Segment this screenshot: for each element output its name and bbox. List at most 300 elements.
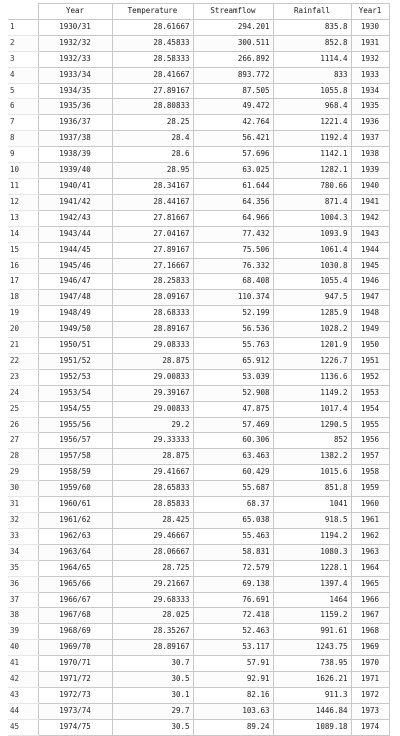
cell-streamflow[interactable]: 53.039 xyxy=(193,369,273,385)
cell-year1[interactable]: 1955 xyxy=(351,417,389,433)
cell-year[interactable]: 1937/38 xyxy=(38,131,112,147)
cell-rainfall[interactable]: 1015.6 xyxy=(273,465,351,481)
cell-streamflow[interactable]: 56.536 xyxy=(193,322,273,338)
cell-temperature[interactable]: 28.875 xyxy=(112,353,193,369)
cell-streamflow[interactable]: 72.418 xyxy=(193,608,273,624)
cell-year[interactable]: 1946/47 xyxy=(38,274,112,290)
row-index[interactable]: 32 xyxy=(8,513,38,529)
table-row[interactable] xyxy=(8,322,389,338)
cell-year1[interactable]: 1965 xyxy=(351,576,389,592)
row-index[interactable]: 42 xyxy=(8,672,38,688)
cell-rainfall[interactable]: 1397.4 xyxy=(273,576,351,592)
cell-temperature[interactable]: 28.425 xyxy=(112,513,193,529)
row-index[interactable]: 2 xyxy=(8,35,38,51)
table-row[interactable] xyxy=(8,163,389,179)
cell-year1[interactable]: 1962 xyxy=(351,528,389,544)
header-rainfall[interactable]: Rainfall xyxy=(273,4,351,20)
cell-streamflow[interactable]: 92.91 xyxy=(193,672,273,688)
cell-rainfall[interactable]: 1080.3 xyxy=(273,544,351,560)
row-index[interactable]: 45 xyxy=(8,719,38,735)
cell-streamflow[interactable]: 294.201 xyxy=(193,19,273,35)
table-row[interactable] xyxy=(8,67,389,83)
row-index[interactable]: 21 xyxy=(8,338,38,354)
cell-rainfall[interactable]: 851.8 xyxy=(273,481,351,497)
cell-year[interactable]: 1933/34 xyxy=(38,67,112,83)
cell-temperature[interactable]: 29.7 xyxy=(112,703,193,719)
cell-year1[interactable]: 1943 xyxy=(351,226,389,242)
table-row[interactable] xyxy=(8,672,389,688)
cell-rainfall[interactable]: 1061.4 xyxy=(273,242,351,258)
row-index[interactable]: 33 xyxy=(8,528,38,544)
row-index[interactable]: 4 xyxy=(8,67,38,83)
cell-rainfall[interactable]: 1136.6 xyxy=(273,369,351,385)
cell-year[interactable]: 1971/72 xyxy=(38,672,112,688)
cell-year1[interactable]: 1954 xyxy=(351,401,389,417)
row-index[interactable]: 11 xyxy=(8,178,38,194)
cell-rainfall[interactable]: 1228.1 xyxy=(273,560,351,576)
cell-streamflow[interactable]: 55.463 xyxy=(193,528,273,544)
cell-year1[interactable]: 1935 xyxy=(351,99,389,115)
cell-temperature[interactable]: 28.725 xyxy=(112,560,193,576)
cell-year[interactable]: 1938/39 xyxy=(38,147,112,163)
row-index[interactable]: 41 xyxy=(8,656,38,672)
cell-streamflow[interactable]: 65.912 xyxy=(193,353,273,369)
cell-temperature[interactable]: 28.875 xyxy=(112,449,193,465)
cell-streamflow[interactable]: 52.908 xyxy=(193,385,273,401)
table-row[interactable] xyxy=(8,35,389,51)
cell-year1[interactable]: 1968 xyxy=(351,624,389,640)
cell-temperature[interactable]: 27.04167 xyxy=(112,226,193,242)
row-index[interactable]: 44 xyxy=(8,703,38,719)
table-row[interactable] xyxy=(8,528,389,544)
cell-rainfall[interactable]: 1030.8 xyxy=(273,258,351,274)
row-index[interactable]: 31 xyxy=(8,497,38,513)
row-index[interactable]: 30 xyxy=(8,481,38,497)
cell-year1[interactable]: 1944 xyxy=(351,242,389,258)
cell-temperature[interactable]: 30.7 xyxy=(112,656,193,672)
table-row[interactable] xyxy=(8,210,389,226)
cell-year[interactable]: 1958/59 xyxy=(38,465,112,481)
cell-year[interactable]: 1939/40 xyxy=(38,163,112,179)
table-row[interactable] xyxy=(8,19,389,35)
cell-streamflow[interactable]: 64.966 xyxy=(193,210,273,226)
cell-rainfall[interactable]: 1055.8 xyxy=(273,83,351,99)
row-index[interactable]: 15 xyxy=(8,242,38,258)
cell-year1[interactable]: 1972 xyxy=(351,687,389,703)
cell-temperature[interactable]: 28.89167 xyxy=(112,640,193,656)
table-row[interactable] xyxy=(8,513,389,529)
cell-year1[interactable]: 1942 xyxy=(351,210,389,226)
cell-year1[interactable]: 1963 xyxy=(351,544,389,560)
cell-temperature[interactable]: 28.25 xyxy=(112,115,193,131)
cell-rainfall[interactable]: 1626.21 xyxy=(273,672,351,688)
cell-temperature[interactable]: 28.025 xyxy=(112,608,193,624)
cell-streamflow[interactable]: 63.463 xyxy=(193,449,273,465)
cell-year1[interactable]: 1959 xyxy=(351,481,389,497)
row-index[interactable]: 14 xyxy=(8,226,38,242)
cell-rainfall[interactable]: 738.95 xyxy=(273,656,351,672)
cell-year[interactable]: 1934/35 xyxy=(38,83,112,99)
cell-temperature[interactable]: 30.1 xyxy=(112,687,193,703)
cell-year1[interactable]: 1950 xyxy=(351,338,389,354)
cell-year1[interactable]: 1930 xyxy=(351,19,389,35)
cell-temperature[interactable]: 28.06667 xyxy=(112,544,193,560)
cell-streamflow[interactable]: 52.463 xyxy=(193,624,273,640)
cell-rainfall[interactable]: 852 xyxy=(273,433,351,449)
cell-streamflow[interactable]: 893.772 xyxy=(193,67,273,83)
cell-year[interactable]: 1963/64 xyxy=(38,544,112,560)
cell-temperature[interactable]: 28.80833 xyxy=(112,99,193,115)
row-index[interactable]: 34 xyxy=(8,544,38,560)
table-row[interactable] xyxy=(8,687,389,703)
table-row[interactable] xyxy=(8,290,389,306)
cell-year1[interactable]: 1973 xyxy=(351,703,389,719)
cell-rainfall[interactable]: 1114.4 xyxy=(273,51,351,67)
table-row[interactable] xyxy=(8,131,389,147)
cell-temperature[interactable]: 27.89167 xyxy=(112,242,193,258)
cell-temperature[interactable]: 28.65833 xyxy=(112,481,193,497)
cell-year1[interactable]: 1961 xyxy=(351,513,389,529)
cell-streamflow[interactable]: 49.472 xyxy=(193,99,273,115)
header-temperature[interactable]: Temperature xyxy=(112,4,193,20)
cell-rainfall[interactable]: 1192.4 xyxy=(273,131,351,147)
cell-temperature[interactable]: 28.45833 xyxy=(112,35,193,51)
row-index[interactable]: 5 xyxy=(8,83,38,99)
cell-year1[interactable]: 1952 xyxy=(351,369,389,385)
row-index[interactable]: 22 xyxy=(8,353,38,369)
cell-year1[interactable]: 1967 xyxy=(351,608,389,624)
table-row[interactable] xyxy=(8,385,389,401)
cell-temperature[interactable]: 28.09167 xyxy=(112,290,193,306)
row-index[interactable]: 19 xyxy=(8,306,38,322)
row-index[interactable]: 18 xyxy=(8,290,38,306)
row-index[interactable]: 20 xyxy=(8,322,38,338)
table-row[interactable] xyxy=(8,449,389,465)
cell-temperature[interactable]: 29.39167 xyxy=(112,385,193,401)
table-row[interactable] xyxy=(8,624,389,640)
table-row[interactable] xyxy=(8,640,389,656)
cell-streamflow[interactable]: 55.687 xyxy=(193,481,273,497)
cell-year[interactable]: 1962/63 xyxy=(38,528,112,544)
cell-streamflow[interactable]: 55.763 xyxy=(193,338,273,354)
cell-streamflow[interactable]: 87.505 xyxy=(193,83,273,99)
cell-streamflow[interactable]: 110.374 xyxy=(193,290,273,306)
row-index[interactable]: 25 xyxy=(8,401,38,417)
cell-rainfall[interactable]: 871.4 xyxy=(273,194,351,210)
cell-rainfall[interactable]: 780.66 xyxy=(273,178,351,194)
cell-rainfall[interactable]: 1041 xyxy=(273,497,351,513)
cell-year[interactable]: 1943/44 xyxy=(38,226,112,242)
table-row[interactable] xyxy=(8,242,389,258)
cell-streamflow[interactable]: 57.469 xyxy=(193,417,273,433)
cell-rainfall[interactable]: 1464 xyxy=(273,592,351,608)
table-row[interactable] xyxy=(8,576,389,592)
cell-streamflow[interactable]: 77.432 xyxy=(193,226,273,242)
cell-temperature[interactable]: 30.5 xyxy=(112,672,193,688)
cell-temperature[interactable]: 28.4 xyxy=(112,131,193,147)
header-year1[interactable]: Year1 xyxy=(351,4,389,20)
cell-rainfall[interactable]: 1142.1 xyxy=(273,147,351,163)
row-index[interactable]: 40 xyxy=(8,640,38,656)
cell-year1[interactable]: 1941 xyxy=(351,194,389,210)
cell-streamflow[interactable]: 75.506 xyxy=(193,242,273,258)
cell-rainfall[interactable]: 918.5 xyxy=(273,513,351,529)
cell-temperature[interactable]: 29.00833 xyxy=(112,401,193,417)
cell-streamflow[interactable]: 89.24 xyxy=(193,719,273,735)
table-row[interactable] xyxy=(8,274,389,290)
cell-year[interactable]: 1944/45 xyxy=(38,242,112,258)
cell-year[interactable]: 1940/41 xyxy=(38,178,112,194)
cell-year[interactable]: 1964/65 xyxy=(38,560,112,576)
cell-temperature[interactable]: 29.00833 xyxy=(112,369,193,385)
cell-year1[interactable]: 1957 xyxy=(351,449,389,465)
cell-temperature[interactable]: 28.58333 xyxy=(112,51,193,67)
row-index[interactable]: 27 xyxy=(8,433,38,449)
cell-rainfall[interactable]: 1055.4 xyxy=(273,274,351,290)
cell-streamflow[interactable]: 47.875 xyxy=(193,401,273,417)
cell-rainfall[interactable]: 833 xyxy=(273,67,351,83)
cell-temperature[interactable]: 28.68333 xyxy=(112,306,193,322)
cell-year1[interactable]: 1932 xyxy=(351,51,389,67)
cell-year[interactable]: 1951/52 xyxy=(38,353,112,369)
cell-rainfall[interactable]: 1226.7 xyxy=(273,353,351,369)
cell-year1[interactable]: 1969 xyxy=(351,640,389,656)
cell-temperature[interactable]: 27.16667 xyxy=(112,258,193,274)
cell-streamflow[interactable]: 65.038 xyxy=(193,513,273,529)
table-row[interactable] xyxy=(8,306,389,322)
row-index[interactable]: 39 xyxy=(8,624,38,640)
cell-rainfall[interactable]: 1282.1 xyxy=(273,163,351,179)
table-row[interactable] xyxy=(8,369,389,385)
cell-rainfall[interactable]: 852.8 xyxy=(273,35,351,51)
table-row[interactable] xyxy=(8,481,389,497)
cell-temperature[interactable]: 29.68333 xyxy=(112,592,193,608)
cell-streamflow[interactable]: 42.764 xyxy=(193,115,273,131)
cell-temperature[interactable]: 30.5 xyxy=(112,719,193,735)
row-index[interactable]: 3 xyxy=(8,51,38,67)
cell-rainfall[interactable]: 1221.4 xyxy=(273,115,351,131)
cell-year[interactable]: 1932/32 xyxy=(38,35,112,51)
cell-year1[interactable]: 1948 xyxy=(351,306,389,322)
header-streamflow[interactable]: Streamflow xyxy=(193,4,273,20)
cell-streamflow[interactable]: 68.408 xyxy=(193,274,273,290)
cell-temperature[interactable]: 29.21667 xyxy=(112,576,193,592)
cell-year1[interactable]: 1931 xyxy=(351,35,389,51)
cell-year1[interactable]: 1974 xyxy=(351,719,389,735)
row-index[interactable]: 10 xyxy=(8,163,38,179)
cell-streamflow[interactable]: 103.63 xyxy=(193,703,273,719)
cell-year1[interactable]: 1971 xyxy=(351,672,389,688)
table-row[interactable] xyxy=(8,353,389,369)
table-row[interactable] xyxy=(8,497,389,513)
cell-rainfall[interactable]: 1446.84 xyxy=(273,703,351,719)
cell-rainfall[interactable]: 991.61 xyxy=(273,624,351,640)
cell-temperature[interactable]: 28.35267 xyxy=(112,624,193,640)
row-index[interactable]: 6 xyxy=(8,99,38,115)
table-row[interactable] xyxy=(8,401,389,417)
cell-temperature[interactable]: 29.46667 xyxy=(112,528,193,544)
cell-year[interactable]: 1967/68 xyxy=(38,608,112,624)
cell-temperature[interactable]: 29.08333 xyxy=(112,338,193,354)
cell-year1[interactable]: 1946 xyxy=(351,274,389,290)
row-index[interactable]: 1 xyxy=(8,19,38,35)
cell-year[interactable]: 1966/67 xyxy=(38,592,112,608)
cell-year1[interactable]: 1934 xyxy=(351,83,389,99)
cell-streamflow[interactable]: 72.579 xyxy=(193,560,273,576)
table-row[interactable] xyxy=(8,544,389,560)
cell-year1[interactable]: 1953 xyxy=(351,385,389,401)
cell-year[interactable]: 1930/31 xyxy=(38,19,112,35)
cell-rainfall[interactable]: 835.8 xyxy=(273,19,351,35)
cell-year[interactable]: 1941/42 xyxy=(38,194,112,210)
cell-year[interactable]: 1947/48 xyxy=(38,290,112,306)
cell-streamflow[interactable]: 63.025 xyxy=(193,163,273,179)
row-index[interactable]: 13 xyxy=(8,210,38,226)
table-row[interactable] xyxy=(8,258,389,274)
cell-year[interactable]: 1949/50 xyxy=(38,322,112,338)
cell-rainfall[interactable]: 947.5 xyxy=(273,290,351,306)
cell-streamflow[interactable]: 57.696 xyxy=(193,147,273,163)
cell-rainfall[interactable]: 1089.18 xyxy=(273,719,351,735)
cell-temperature[interactable]: 28.44167 xyxy=(112,194,193,210)
cell-year[interactable]: 1974/75 xyxy=(38,719,112,735)
cell-year[interactable]: 1959/60 xyxy=(38,481,112,497)
cell-streamflow[interactable]: 64.356 xyxy=(193,194,273,210)
cell-streamflow[interactable]: 52.199 xyxy=(193,306,273,322)
cell-year[interactable]: 1955/56 xyxy=(38,417,112,433)
table-row[interactable] xyxy=(8,703,389,719)
cell-rainfall[interactable]: 1201.9 xyxy=(273,338,351,354)
cell-year1[interactable]: 1938 xyxy=(351,147,389,163)
cell-streamflow[interactable]: 61.644 xyxy=(193,178,273,194)
cell-rainfall[interactable]: 1290.5 xyxy=(273,417,351,433)
cell-rainfall[interactable]: 968.4 xyxy=(273,99,351,115)
cell-temperature[interactable]: 27.81667 xyxy=(112,210,193,226)
cell-streamflow[interactable]: 69.138 xyxy=(193,576,273,592)
cell-rainfall[interactable]: 1028.2 xyxy=(273,322,351,338)
cell-year[interactable]: 1935/36 xyxy=(38,99,112,115)
cell-year[interactable]: 1969/70 xyxy=(38,640,112,656)
cell-temperature[interactable]: 28.89167 xyxy=(112,322,193,338)
cell-year[interactable]: 1973/74 xyxy=(38,703,112,719)
cell-year1[interactable]: 1945 xyxy=(351,258,389,274)
cell-year[interactable]: 1953/54 xyxy=(38,385,112,401)
table-row[interactable] xyxy=(8,465,389,481)
table-row[interactable] xyxy=(8,433,389,449)
cell-rainfall[interactable]: 1017.4 xyxy=(273,401,351,417)
table-row[interactable] xyxy=(8,178,389,194)
cell-streamflow[interactable]: 266.892 xyxy=(193,51,273,67)
row-index[interactable]: 26 xyxy=(8,417,38,433)
cell-year1[interactable]: 1933 xyxy=(351,67,389,83)
cell-year[interactable]: 1960/61 xyxy=(38,497,112,513)
table-row[interactable] xyxy=(8,417,389,433)
cell-rainfall[interactable]: 911.3 xyxy=(273,687,351,703)
table-row[interactable] xyxy=(8,194,389,210)
table-row[interactable] xyxy=(8,719,389,735)
cell-rainfall[interactable]: 1285.9 xyxy=(273,306,351,322)
table-row[interactable] xyxy=(8,115,389,131)
cell-temperature[interactable]: 28.25833 xyxy=(112,274,193,290)
cell-year[interactable]: 1968/69 xyxy=(38,624,112,640)
row-index[interactable]: 7 xyxy=(8,115,38,131)
cell-year1[interactable]: 1964 xyxy=(351,560,389,576)
row-index[interactable]: 37 xyxy=(8,592,38,608)
cell-year[interactable]: 1965/66 xyxy=(38,576,112,592)
cell-year[interactable]: 1942/43 xyxy=(38,210,112,226)
cell-streamflow[interactable]: 58.831 xyxy=(193,544,273,560)
cell-rainfall[interactable]: 1093.9 xyxy=(273,226,351,242)
table-row[interactable] xyxy=(8,51,389,67)
cell-rainfall[interactable]: 1194.2 xyxy=(273,528,351,544)
row-index[interactable]: 35 xyxy=(8,560,38,576)
cell-year[interactable]: 1956/57 xyxy=(38,433,112,449)
row-index[interactable]: 29 xyxy=(8,465,38,481)
cell-temperature[interactable]: 28.41667 xyxy=(112,67,193,83)
cell-year1[interactable]: 1951 xyxy=(351,353,389,369)
cell-streamflow[interactable]: 76.332 xyxy=(193,258,273,274)
table-row[interactable] xyxy=(8,656,389,672)
cell-rainfall[interactable]: 1382.2 xyxy=(273,449,351,465)
table-row[interactable] xyxy=(8,147,389,163)
row-index[interactable]: 8 xyxy=(8,131,38,147)
cell-temperature[interactable]: 29.33333 xyxy=(112,433,193,449)
table-row[interactable] xyxy=(8,608,389,624)
cell-year1[interactable]: 1949 xyxy=(351,322,389,338)
cell-temperature[interactable]: 28.85833 xyxy=(112,497,193,513)
cell-temperature[interactable]: 27.89167 xyxy=(112,83,193,99)
table-row[interactable] xyxy=(8,560,389,576)
cell-year[interactable]: 1932/33 xyxy=(38,51,112,67)
cell-year1[interactable]: 1966 xyxy=(351,592,389,608)
cell-streamflow[interactable]: 76.691 xyxy=(193,592,273,608)
cell-temperature[interactable]: 28.95 xyxy=(112,163,193,179)
cell-rainfall[interactable]: 1243.75 xyxy=(273,640,351,656)
row-index[interactable]: 12 xyxy=(8,194,38,210)
cell-rainfall[interactable]: 1149.2 xyxy=(273,385,351,401)
row-index[interactable]: 16 xyxy=(8,258,38,274)
cell-year[interactable]: 1954/55 xyxy=(38,401,112,417)
cell-year[interactable]: 1948/49 xyxy=(38,306,112,322)
table-row[interactable] xyxy=(8,592,389,608)
cell-year[interactable]: 1957/58 xyxy=(38,449,112,465)
cell-year1[interactable]: 1970 xyxy=(351,656,389,672)
table-row[interactable] xyxy=(8,83,389,99)
cell-year[interactable]: 1945/46 xyxy=(38,258,112,274)
cell-year[interactable]: 1950/51 xyxy=(38,338,112,354)
table-row[interactable] xyxy=(8,226,389,242)
cell-year1[interactable]: 1956 xyxy=(351,433,389,449)
row-index[interactable]: 9 xyxy=(8,147,38,163)
cell-streamflow[interactable]: 56.421 xyxy=(193,131,273,147)
cell-streamflow[interactable]: 300.511 xyxy=(193,35,273,51)
cell-streamflow[interactable]: 53.117 xyxy=(193,640,273,656)
cell-streamflow[interactable]: 60.306 xyxy=(193,433,273,449)
table-row[interactable] xyxy=(8,99,389,115)
cell-temperature[interactable]: 29.2 xyxy=(112,417,193,433)
cell-temperature[interactable]: 28.61667 xyxy=(112,19,193,35)
cell-year1[interactable]: 1937 xyxy=(351,131,389,147)
row-index[interactable]: 36 xyxy=(8,576,38,592)
cell-streamflow[interactable]: 82.16 xyxy=(193,687,273,703)
table-row[interactable] xyxy=(8,338,389,354)
row-index[interactable]: 24 xyxy=(8,385,38,401)
cell-streamflow[interactable]: 60.429 xyxy=(193,465,273,481)
row-index[interactable]: 43 xyxy=(8,687,38,703)
cell-year[interactable]: 1952/53 xyxy=(38,369,112,385)
cell-rainfall[interactable]: 1004.3 xyxy=(273,210,351,226)
cell-temperature[interactable]: 28.6 xyxy=(112,147,193,163)
